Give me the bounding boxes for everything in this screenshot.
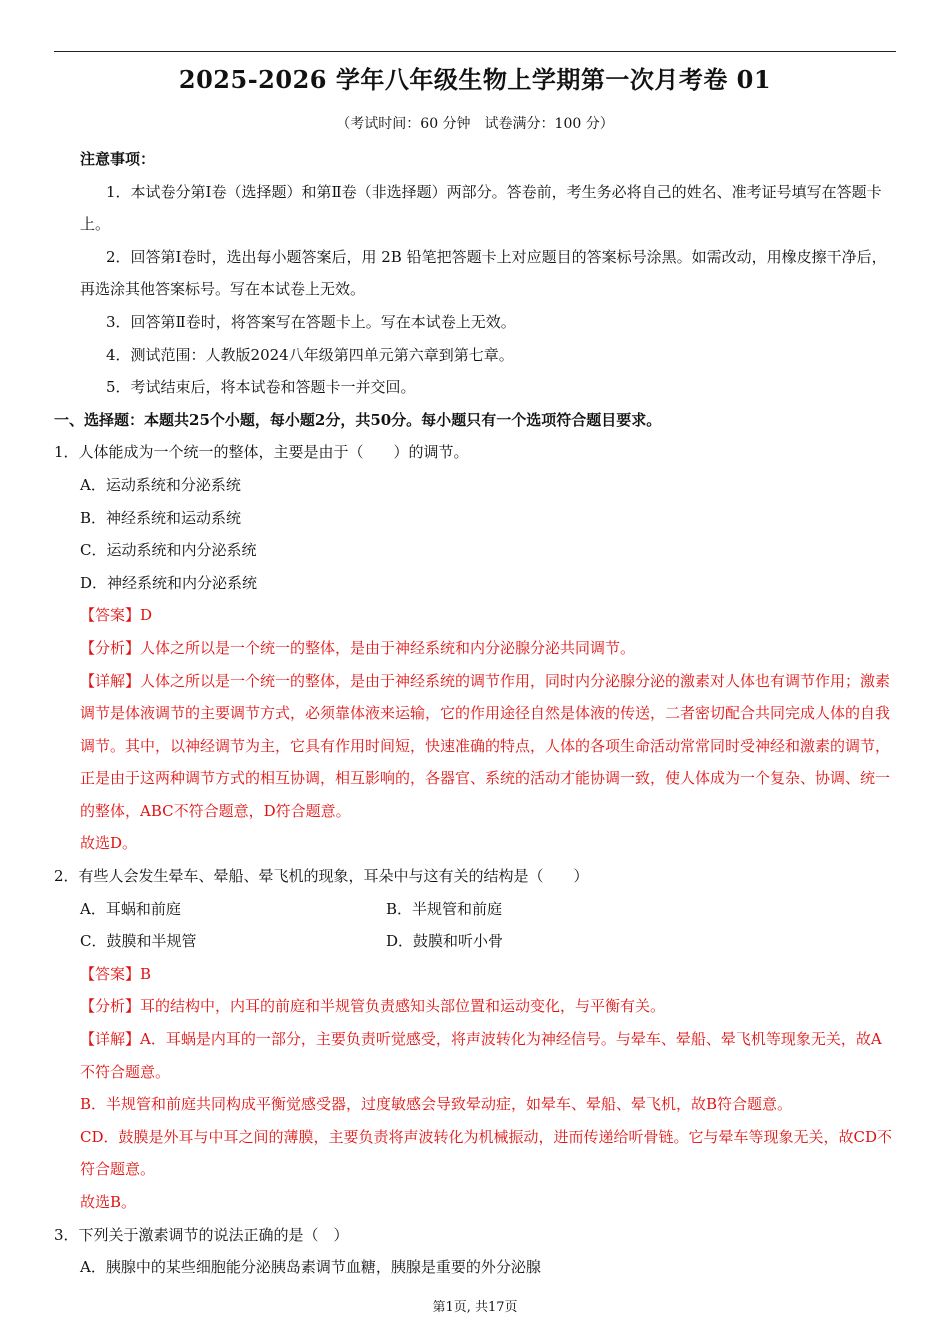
exam-info: （考试时间：60 分钟 试卷满分：100 分）: [336, 116, 614, 132]
question-1-stem: 1．人体能成为一个统一的整体，主要是由于（ ）的调节。: [54, 443, 469, 462]
top-rule: [54, 51, 896, 52]
q2-options-row-2: [54, 925, 896, 958]
q1-option-b: B．神经系统和运动系统: [80, 508, 242, 527]
q2-option-c: C．鼓膜和半规管: [80, 932, 197, 951]
note-item: 3．回答第Ⅱ卷时，将答案写在答题卡上。写在本试卷上无效。: [106, 312, 516, 331]
q2-detail-cd: CD．鼓膜是外耳与中耳之间的薄膜，主要负责将声波转化为机械振动，进而传递给听骨链。它与晕车等现象无关，故CD不符合题意。: [80, 1127, 893, 1179]
q2-detail-a: 【详解】A．耳蜗是内耳的一部分，主要负责听觉感受，将声波转化为神经信号。与晕车、晕船、晕飞机等现象无关，故A不符合题意。: [80, 1030, 882, 1081]
question-2-stem: 2．有些人会发生晕车、晕船、晕飞机的现象，耳朵中与这有关的结构是（ ）: [54, 867, 589, 886]
page-title: 2025-2026 学年八年级生物上学期第一次月考卷 01: [178, 65, 772, 94]
q1-option-d: D．神经系统和内分泌系统: [80, 573, 258, 592]
page-footer: 第1页, 共17页: [432, 1300, 518, 1315]
q1-answer: 【答案】D: [80, 606, 153, 625]
q2-option-a: A．耳蜗和前庭: [80, 899, 181, 918]
question-3-stem: 3．下列关于激素调节的说法正确的是（ ）: [54, 1225, 349, 1244]
notes-heading: 注意事项：: [80, 150, 156, 168]
note-item: 5．考试结束后，将本试卷和答题卡一并交回。: [106, 378, 416, 397]
q2-analysis: 【分析】耳的结构中，内耳的前庭和半规管负责感知头部位置和运动变化，与平衡有关。: [80, 997, 666, 1016]
q2-answer: 【答案】B: [80, 964, 152, 983]
document-body: [54, 143, 896, 1284]
q2-option-b: B．半规管和前庭: [386, 899, 503, 918]
q1-option-c: C．运动系统和内分泌系统: [80, 541, 257, 560]
q3-option-a: A．胰腺中的某些细胞能分泌胰岛素调节血糖，胰腺是重要的外分泌腺: [80, 1258, 541, 1277]
note-item: 2．回答第Ⅰ卷时，选出每小题答案后，用 2B 铅笔把答题卡上对应题目的答案标号涂黑。如需改动，用橡皮擦干净后，再选涂其他答案标号。写在本试卷上无效。: [80, 247, 887, 299]
q2-options-row-1: [54, 893, 896, 926]
q1-analysis: 【分析】人体之所以是一个统一的整体，是由于神经系统和内分泌腺分泌共同调节。: [80, 638, 636, 657]
q2-detail-b: B．半规管和前庭共同构成平衡觉感受器，过度敏感会导致晕动症，如晕车、晕船、晕飞机，故B符合题意。: [80, 1095, 793, 1114]
q2-conclusion: 故选B。: [80, 1193, 137, 1211]
q1-conclusion: 故选D。: [80, 834, 138, 853]
q2-option-d: D．鼓膜和听小骨: [386, 932, 504, 951]
section-heading: 一、选择题：本题共25个小题，每小题2分，共50分。每小题只有一个选项符合题目要求。: [54, 410, 662, 429]
note-item: 4．测试范围：人教版2024八年级第四单元第六章到第七章。: [106, 345, 514, 364]
note-item: 1．本试卷分第Ⅰ卷（选择题）和第Ⅱ卷（非选择题）两部分。答卷前，考生务必将自己的姓名、准考证号填写在答题卡上。: [80, 182, 882, 234]
q1-detail: 【详解】人体之所以是一个统一的整体，是由于神经系统的调节作用，同时内分泌腺分泌的激素对人体也有调节作用；激素调节是体液调节的主要调节方式，必须靠体液来运输，它的作用途径自然是体液的传送，二者密切配合共同完成人体的自我调节。其中，以神经调节为主，它具有作用时间短，快速准确的特点，人体的各项生命活动常常同时受神经和激素的调节，正是由于这两种调节方式的相互协调，相互影响的，各器官、系统的活动才能协调一致，使人体成为一个复杂、协调、统一的整体，ABC不符合题意，D符合题意。: [80, 671, 891, 820]
q1-option-a: A．运动系统和分泌系统: [80, 475, 241, 494]
